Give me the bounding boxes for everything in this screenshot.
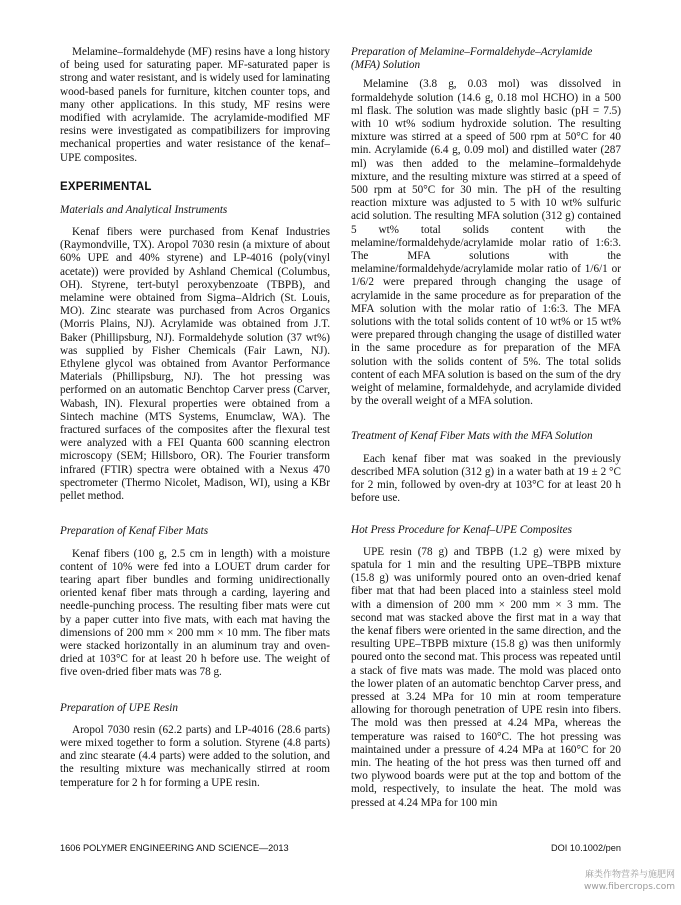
- fiber-mats-paragraph: Kenaf fibers (100 g, 2.5 cm in length) with a moisture content of 10% were fed into a LOUET drum carder for tearing apart fiber bundles and forming unidirectionally oriented kenaf fiber mats through a carding, layering and needle-punching process. The resulting fiber mats were cut by a paper cutter into five mats, with each mat having the dimensions of 200 mm × 200 mm × 10 mm. The fiber mats were stacked horizontally in an aluminum tray and oven-dried at 103°C for at least 20 h before use. The weight of five oven-dried fiber mats was 78 g.: [60, 547, 330, 679]
- watermark-line-1: 麻类作物营养与施肥网: [584, 870, 675, 880]
- subsection-title-treatment: Treatment of Kenaf Fiber Mats with the MFA Solution: [351, 430, 593, 443]
- materials-paragraph: Kenaf fibers were purchased from Kenaf Industries (Raymondville, TX). Aropol 7030 resin (a mixture of about 60% UPE and 40% styrene) and LP-4016 (poly(vinyl acetate)) were provided by Ashland Chemical (Columbus, OH). Styrene, tert-butyl peroxybenzoate (TBPB), and melamine were obtained from Sigma–Aldrich (St. Louis, MO). Zinc stearate was purchased from Acros Organics (Morris Plains, NJ). Acrylamide was obtained from J.T. Baker (Phillipsburg, NJ). Formaldehyde solution (37 wt%) was supplied by Fisher Chemicals (Fair Lawn, NJ). Ethylene glycol was obtained from Avantor Performance Materials (Phillipsburg, NJ). The hot pressing was performed on an automatic Benchtop Carver press (Carver, Wabash, IN). Flexural properties were obtained from a Sintech machine (MTS Systems, Enumclaw, WA). The fractured surfaces of the composites after the flexural test were analyzed with a FEI Quanta 600 scanning electron microscopy (SEM; Hillsboro, OR). The Fourier transform infrared (FTIR) spectra were obtained with a Nexus 470 spectrometer (Thermo Nicolet, Madison, WI), using a KBr pellet method.: [60, 226, 330, 503]
- treatment-paragraph: Each kenaf fiber mat was soaked in the previously described MFA solution (312 g) in a water bath at 19 ± 2 °C for 2 min, followed by oven-dry at 103°C for at least 20 h before use.: [351, 452, 621, 505]
- footer-journal: 1606 POLYMER ENGINEERING AND SCIENCE—2013: [60, 843, 289, 853]
- right-column: [351, 46, 621, 810]
- subsection-title-mfa-solution: Preparation of Melamine–Formaldehyde–Acrylamide (MFA) Solution: [351, 46, 593, 72]
- subsection-title-fiber-mats: Preparation of Kenaf Fiber Mats: [60, 525, 209, 538]
- footer-doi: DOI 10.1002/pen: [551, 843, 621, 853]
- hot-press-paragraph: UPE resin (78 g) and TBPB (1.2 g) were mixed by spatula for 1 min and the resulting UPE–TBPB mixture (15.8 g) was uniformly poured onto an oven-dried kenaf fiber mat that had been placed into a stainless steel mold with a dimension of 200 mm × 200 mm × 3 mm. The second mat was stacked above the first mat in a way that the kenaf fibers were oriented in the same direction, and the resulting UPE–TBPB mixture (15.8 g) was then uniformly poured onto the second mat. This process was repeated until a stack of five mats was made. The mold was placed onto the lower platen of an automatic benchtop Carver press, and pressed at 3.24 MPa for 10 min at room temperature allowing for thorough penetration of UPE resin into fibers. The mold was then pressed at 4.24 MPa, whereas the temperature was raised to 160°C. The hot pressing was maintained under a pressure of 4.24 MPa at 160°C for 20 min. The heating of the hot press was then turned off and two plywood boards were put at the top and bottom of the mold, respectively, to insulate the heat. The mold was pressed at 4.24 MPa for 100 min: [351, 545, 621, 809]
- mfa-solution-paragraph: Melamine (3.8 g, 0.03 mol) was dissolved in formaldehyde solution (14.6 g, 0.18 mol HCHO) in a 500 ml flask. The solution was made slightly basic (pH = 7.5) with 10 wt% sodium hydroxide solution. The resulting mixture was stirred at a speed of 500 rpm at 50°C for 40 min. Acrylamide (6.4 g, 0.09 mol) and distilled water (287 ml) was then added to the melamine–formaldehyde mixture, and the resulting mixture was stirred at a speed of 500 rpm at 50°C for 30 min. The pH of the resulting reaction mixture was adjusted to 5 with 10 wt% sulfuric acid solution. The resulting MFA solution (312 g) contained 5 wt% total solids content with the melamine/formaldehyde/acrylamide molar ratio of 1:6:3. The MFA solutions with the melamine/formaldehyde/acrylamide molar ratio of 1/6/1 or 1/6/2 were prepared through changing the usage of acrylamide in the same procedure as for preparation of the MFA solution with the molar ratio of 1:6:3. The MFA solutions with the total solids content of 10 wt% or 15 wt% were prepared through changing the usage of distilled water in the same procedure as for preparation of the MFA solution with the solids content of 5%. The total solids content of each MFA solution is based on the sum of the dry weight of melamine, formaldehyde, and acrylamide divided by the overall weight of a MFA solution.: [351, 78, 621, 408]
- subsection-title-materials: Materials and Analytical Instruments: [60, 203, 228, 216]
- watermark-line-2: www.fibercrops.com: [584, 882, 675, 892]
- left-column: [60, 46, 330, 790]
- upe-resin-paragraph: Aropol 7030 resin (62.2 parts) and LP-4016 (28.6 parts) were mixed together to form a solution. Styrene (4.8 parts) and zinc stearate (4.4 parts) were added to the solution, and the resulting mixture was mechanically stirred at room temperature for 2 h for forming a UPE resin.: [60, 723, 330, 789]
- intro-paragraph: Melamine–formaldehyde (MF) resins have a long history of being used for saturating paper. MF-saturated paper is strong and water resistant, and is widely used for laminating wood-based panels for furniture, kitchen counter tops, and many other applications. In this study, MF resins were modified with acrylamide. The acrylamide-modified MF resins were investigated as compatibilizers for improving mechanical properties and water resistance of the kenaf–UPE composites.: [60, 46, 330, 164]
- subsection-title-upe-resin: Preparation of UPE Resin: [60, 701, 178, 714]
- section-title-experimental: EXPERIMENTAL: [60, 180, 152, 193]
- watermark: [584, 869, 675, 893]
- subsection-title-hot-press: Hot Press Procedure for Kenaf–UPE Composites: [351, 523, 572, 536]
